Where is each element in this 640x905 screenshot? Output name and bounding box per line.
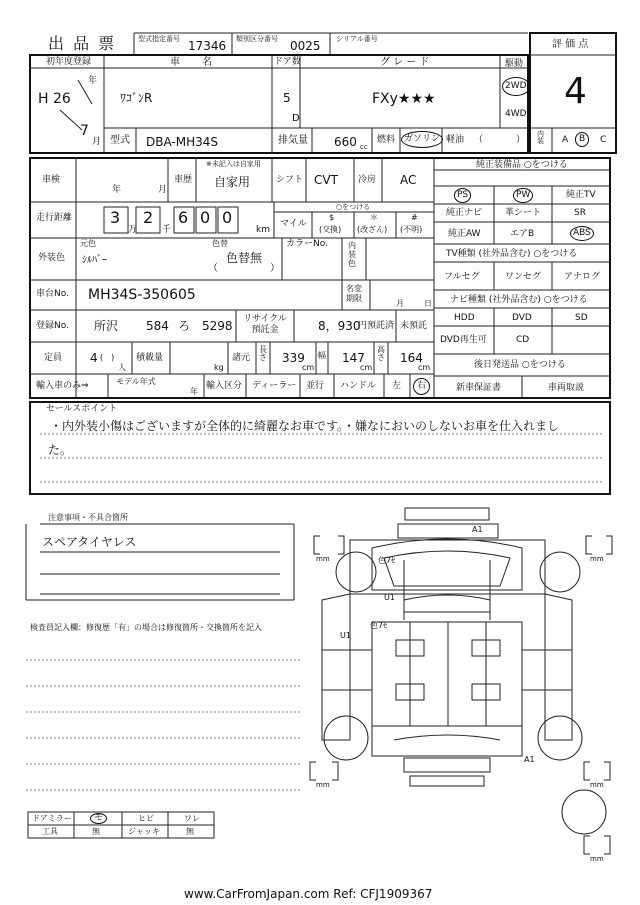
mirror-header-2: ヒビ (138, 814, 154, 823)
length-cm: cm (302, 363, 315, 372)
plate-kana: ろ (178, 319, 191, 333)
footer-ref: www.CarFromJapan.com Ref: CFJ1909367 (184, 887, 433, 901)
damage-mark-color7-roof: 色7ｾ (370, 621, 388, 630)
tv-title: TV種類 (社外品含む) ○をつける (446, 249, 578, 259)
rear-title: 後日発送品 ○をつける (474, 360, 566, 370)
orig-color: ｼﾙﾊﾞｰ (82, 255, 107, 266)
mirror-header-1-circled: モ (90, 813, 107, 824)
drive-2wd-circled: 2WD (502, 77, 530, 96)
interior-b-circled: B (575, 132, 589, 147)
car-name-label: 車 名 (170, 57, 218, 68)
mm-spare: mm (590, 855, 604, 863)
load-label: 積載量 (136, 353, 164, 363)
drive-label: 駆動 (505, 59, 524, 69)
chassis-value: MH34S-350605 (88, 287, 196, 303)
tools-value: 無 (92, 827, 100, 836)
history-note: ※未記入は自家用 (206, 160, 261, 168)
equip-navi: 純正ナビ (446, 208, 483, 218)
mm-rear-right: mm (590, 781, 604, 789)
grade-label: グ レ ー ド (380, 57, 430, 68)
man-unit: 万 (128, 225, 138, 235)
doors-label: ドア数 (274, 57, 301, 67)
notes-label: 注意事項・不具合箇所 (48, 513, 128, 522)
class-no: 0025 (290, 39, 321, 53)
odometer-note: ○をつける (336, 203, 371, 211)
handle-label: ハンドル (340, 381, 377, 391)
history-value: 自家用 (214, 175, 251, 189)
year-unit: 年 (88, 76, 98, 86)
repaint-label: 色替 (212, 239, 228, 248)
shift-label: シフト (276, 175, 304, 185)
type-no-label: 型式指定番号 (138, 35, 180, 43)
model-year-unit: 年 (190, 387, 198, 396)
damage-mark-a1-top: A1 (472, 525, 483, 534)
sales-line-2: た。 (48, 443, 73, 457)
star-symbol: ＊ (370, 213, 378, 222)
shaken-month-unit: 月 (158, 185, 168, 195)
shaken-year-unit: 年 (112, 185, 122, 195)
equipment-title: 純正装備品 ○をつける (476, 160, 568, 170)
mileage-digit-4: 0 (200, 208, 211, 227)
first-reg-month: 7 (80, 123, 89, 139)
kg-unit: kg (214, 363, 224, 372)
tv-fullseg: フルセグ (444, 272, 480, 282)
navi-hdd: HDD (454, 313, 475, 323)
paren-open: （ (474, 135, 484, 145)
color-no-label: カラーNo. (286, 239, 328, 249)
plate-area: 所沢 (94, 319, 119, 333)
damage-mark-color7-front: 色7ｾ (378, 556, 396, 565)
drive-4wd: 4WD (505, 109, 527, 119)
height-cm: cm (418, 363, 431, 372)
equip-airbag: エアB (510, 229, 535, 239)
navi-title: ナビ種類 (社外品含む) ○をつける (450, 295, 588, 305)
shaken-label: 車検 (42, 175, 61, 185)
first-reg-year: H 26 (38, 91, 71, 107)
interior-label: 内装 (537, 130, 544, 145)
int-color-label: 内装色 (348, 241, 356, 268)
fuel-gasoline-circled: ガソリン (401, 131, 443, 148)
unknown-option: (不明) (400, 225, 423, 234)
navi-sd: SD (575, 313, 588, 323)
dollar-symbol: $ (329, 213, 335, 222)
fuel-label: 燃料 (377, 135, 396, 145)
model-value: DBA-MH34S (146, 135, 219, 149)
km-unit: km (256, 225, 270, 235)
serial-label: シリアル番号 (336, 35, 378, 43)
rear-warranty: 新車保証書 (456, 383, 502, 393)
equip-pw-circled: PW (513, 188, 533, 203)
model-label: 型式 (110, 135, 130, 146)
shift-value: CVT (314, 173, 338, 187)
mileage-digit-2: 2 (143, 208, 154, 227)
notes-line-1: スペアタイヤレス (42, 535, 137, 549)
paren-close: ） (516, 135, 526, 145)
repaint-value: 色替無 (226, 251, 263, 265)
person-unit: 人 (118, 363, 126, 372)
sales-line-1: ・内外装小傷はございますが全体的に綺麗なお車です。・嫌なにおいのしないお車を仕入れまし (50, 419, 560, 433)
equip-leather: 革シート (505, 208, 542, 218)
mileage-label: 走行距離 (36, 213, 73, 223)
cd-option: CD (516, 335, 530, 345)
damage-mark-u1-hood: U1 (384, 593, 395, 602)
recycle-paid: 円預託済 (358, 321, 395, 331)
mileage-digit-1: 3 (110, 208, 121, 227)
jack-value: 無 (186, 827, 194, 836)
mirror-header-3: ワレ (184, 814, 200, 823)
recycle-unpaid: 未預託 (400, 321, 428, 331)
mileage-digit-3: 6 (178, 208, 189, 227)
handle-right-circled: 右 (413, 378, 430, 395)
ac-value: AC (400, 173, 417, 187)
mm-front-right: mm (590, 555, 604, 563)
mm-rear-left: mm (316, 781, 330, 789)
tamper-option: (改ざん) (357, 225, 388, 234)
expiry-day: 日 (424, 299, 432, 308)
equip-ps-circled: PS (454, 188, 471, 203)
interior-c: C (600, 135, 607, 145)
navi-dvd: DVD (512, 313, 532, 323)
repaint-paren-open: （ (208, 263, 218, 274)
grade-value: FXy★★★ (372, 91, 436, 107)
plate-number: 5298 (202, 319, 233, 333)
first-reg-label: 初年度登録 (46, 57, 92, 67)
repaint-paren-close: ） (270, 263, 280, 274)
width-cm: cm (360, 363, 373, 372)
displacement-value: 660 (334, 135, 357, 149)
parallel-option: 並行 (306, 381, 325, 391)
car-diagram (322, 508, 606, 834)
sen-unit: 千 (162, 225, 172, 235)
tools-label: 工具 (42, 827, 58, 836)
history-label: 車歴 (174, 175, 193, 185)
class-no-label: 類別区分番号 (236, 35, 278, 43)
import-label: 輸入車のみ⇒ (36, 381, 89, 391)
width-value: 147 (342, 351, 365, 365)
capacity-value: 4 (90, 351, 98, 365)
damage-mark-u1-side: U1 (340, 631, 351, 640)
orig-color-label: 元色 (80, 239, 96, 248)
doors-value: 5 (283, 91, 291, 105)
handle-left: 左 (392, 381, 402, 391)
mm-front-left: mm (316, 555, 330, 563)
expiry-month: 月 (396, 299, 404, 308)
color-label: 外装色 (38, 253, 66, 263)
tv-oneseg: ワンセグ (505, 272, 542, 282)
capacity-paren: ( ) (100, 353, 115, 362)
height-label: 高さ (377, 345, 385, 362)
type-no: 17346 (188, 39, 227, 53)
plate-label: 登録No. (36, 321, 69, 331)
length-label: 長さ (259, 345, 267, 362)
cc-unit: cc (360, 143, 368, 151)
hash-symbol: # (411, 213, 418, 222)
dims-label: 諸元 (232, 353, 251, 363)
expiry-label: 名変期限 (346, 284, 362, 303)
displacement-label: 排気量 (278, 135, 308, 146)
tv-analog: アナログ (564, 272, 601, 282)
mirror-header-0: ドアミラー (32, 814, 72, 823)
mile-option: マイル (280, 219, 307, 229)
recycle-value: 8，930 (318, 319, 361, 333)
score-value: 4 (564, 71, 587, 112)
equip-tv: 純正TV (566, 190, 596, 200)
dealer-option: ディーラー (252, 381, 297, 391)
form-title: 出 品 票 (48, 34, 117, 53)
chassis-label: 車台No. (36, 289, 69, 299)
sales-label: セールスポイント (46, 404, 118, 414)
height-value: 164 (400, 351, 423, 365)
door-type: D (292, 113, 300, 124)
length-value: 339 (282, 351, 305, 365)
inspector-label: 検査員記入欄：修復歴「有」の場合は修復箇所・交換箇所を記入 (30, 623, 262, 632)
diesel-label: 軽油 (446, 135, 465, 145)
capacity-label: 定員 (44, 353, 63, 363)
exchange-option: (交換) (319, 225, 342, 234)
import-type-label: 輸入区分 (206, 381, 243, 391)
interior-a: A (562, 135, 569, 145)
ac-label: 冷房 (358, 175, 377, 185)
equip-sr: SR (574, 208, 586, 218)
equip-aw: 純正AW (448, 229, 481, 239)
mileage-digit-5: 0 (222, 208, 233, 227)
plate-class: 584 (146, 319, 169, 333)
car-name: ﾜｺﾞﾝR (120, 91, 153, 105)
month-unit: 月 (92, 137, 102, 147)
score-label: 評 価 点 (552, 39, 589, 50)
rear-manual: 車両取説 (548, 383, 585, 393)
damage-mark-a1-rear: A1 (524, 755, 535, 764)
model-year-label: モデル年式 (116, 377, 156, 386)
jack-label: ジャッキ (128, 827, 160, 836)
dvd-playback: DVD再生可 (440, 335, 487, 345)
recycle-label: リサイクル預託金 (243, 314, 287, 335)
width-label: 幅 (318, 351, 326, 360)
equip-abs-circled: ABS (570, 226, 594, 241)
